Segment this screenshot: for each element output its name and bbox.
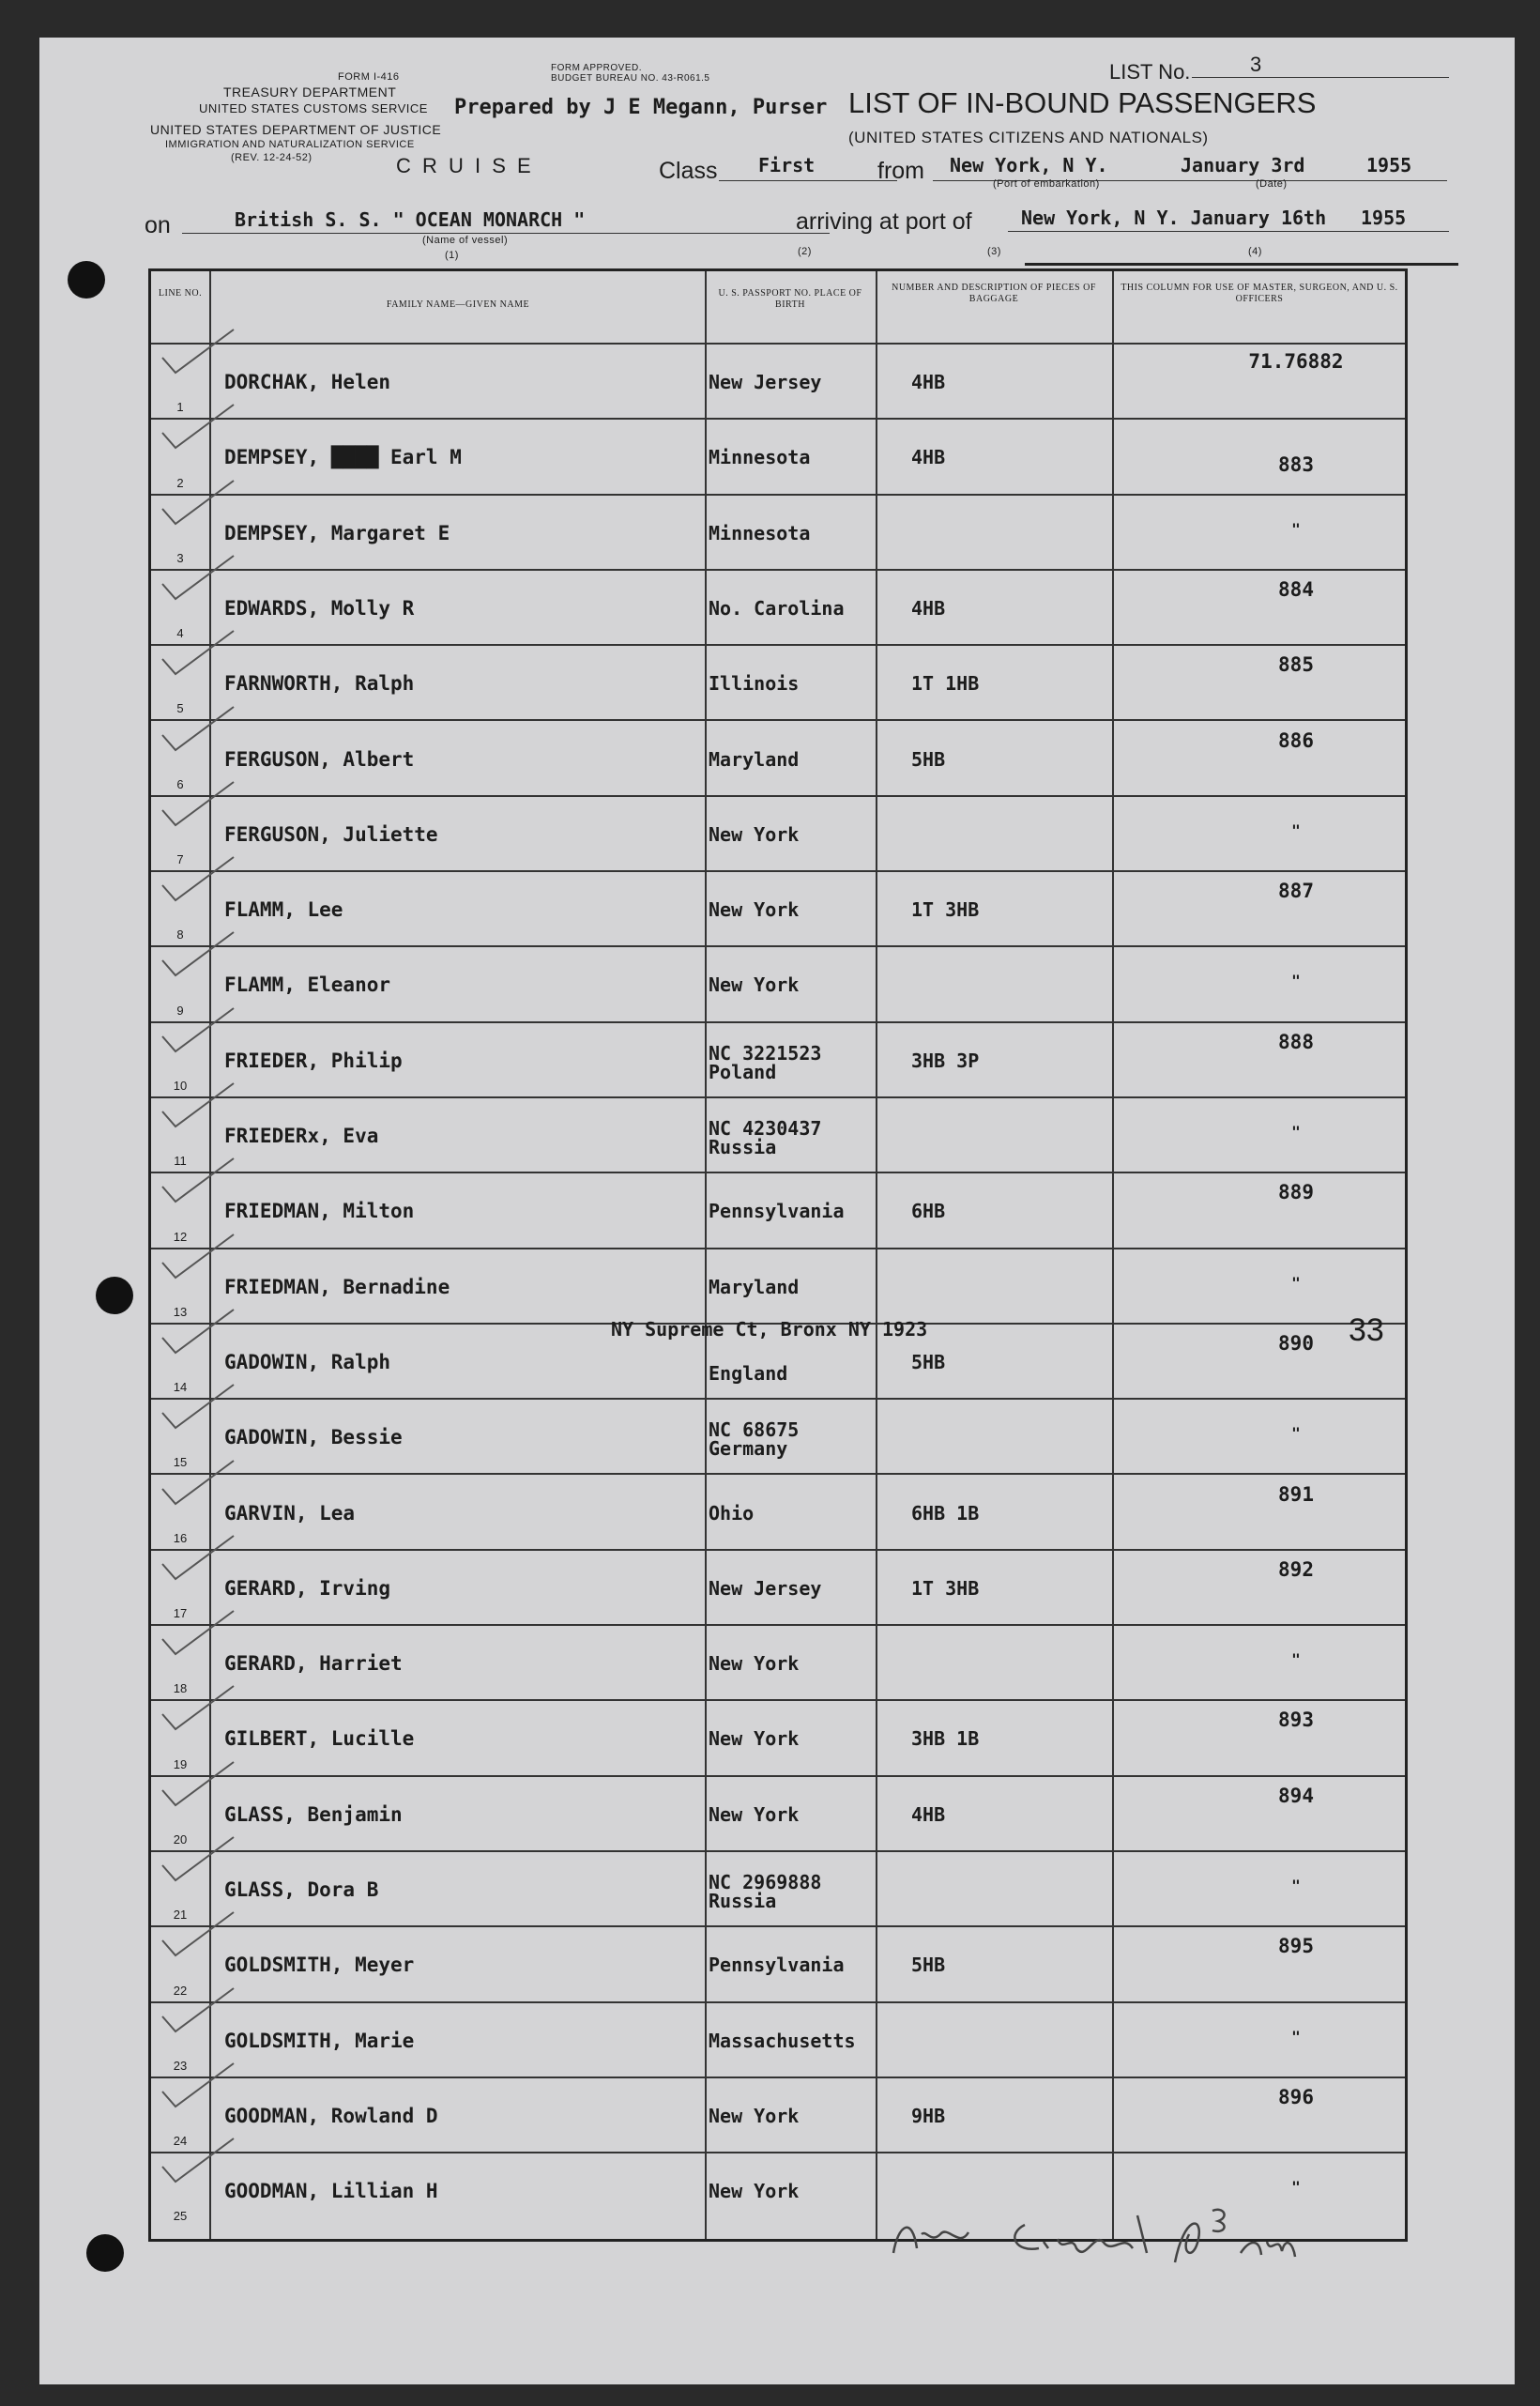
on-label: on	[145, 212, 171, 238]
customs-service: UNITED STATES CUSTOMS SERVICE	[199, 101, 428, 115]
officer-number: 884	[1278, 577, 1314, 601]
officer-number: "	[1291, 1650, 1301, 1669]
place-of-birth: New York	[709, 973, 800, 997]
baggage: 3HB 1B	[911, 1727, 980, 1751]
place-of-birth: Maryland	[709, 747, 800, 771]
arrival-year: 1955	[1361, 207, 1407, 229]
place-of-birth: Massachusetts	[709, 2029, 856, 2052]
officer-number: "	[1291, 1424, 1301, 1443]
vessel-name: British S. S. " OCEAN MONARCH "	[235, 208, 586, 231]
place-of-birth: Ohio	[709, 1501, 755, 1525]
list-number-label: LIST No.	[1109, 60, 1191, 84]
passenger-name: GARVIN, Lea	[224, 1501, 356, 1525]
margin-note: 33	[1349, 1312, 1384, 1348]
port-of-embarkation: New York, N Y.	[950, 154, 1108, 176]
place-of-birth: New York	[709, 1727, 800, 1751]
officer-number: "	[1291, 2027, 1301, 2046]
embarkation-year: 1955	[1366, 154, 1412, 176]
passenger-name: GERARD, Irving	[224, 1576, 391, 1600]
table-row	[151, 1172, 1405, 1249]
line-number: 19	[173, 1756, 188, 1771]
line-number: 1	[176, 400, 184, 415]
line-number: 9	[176, 1003, 184, 1018]
officer-number: "	[1291, 972, 1301, 990]
place-of-birth: Illinois	[709, 672, 800, 696]
caption-1: (1)	[445, 250, 459, 261]
port-caption: (Port of embarkation)	[993, 178, 1100, 190]
passenger-name: GILBERT, Lucille	[224, 1727, 415, 1751]
officer-number: 890	[1278, 1331, 1314, 1355]
officer-number: 893	[1278, 1709, 1314, 1732]
cruise-label: C R U I S E	[396, 154, 534, 177]
form-revision: (REV. 12-24-52)	[231, 152, 313, 163]
place-of-birth: New York	[709, 1802, 800, 1826]
passenger-name: GADOWIN, Ralph	[224, 1350, 391, 1373]
arriving-label: arriving at port of	[796, 208, 972, 235]
table-row	[151, 870, 1405, 947]
table-row	[151, 1248, 1405, 1325]
passenger-name: FLAMM, Eleanor	[224, 973, 391, 997]
line-number: 18	[173, 1681, 188, 1696]
immigration-service: IMMIGRATION AND NATURALIZATION SERVICE	[165, 139, 415, 150]
baggage: 1T 3HB	[911, 898, 980, 922]
document-title: LIST OF IN-BOUND PASSENGERS	[848, 86, 1317, 119]
officer-number: 895	[1278, 1935, 1314, 1958]
officer-number: 894	[1278, 1784, 1314, 1807]
passenger-name: GOLDSMITH, Marie	[224, 2029, 415, 2052]
line-number: 12	[173, 1229, 188, 1244]
header-passport: U. S. PASSPORT NO. PLACE OF BIRTH	[718, 288, 862, 310]
justice-department: UNITED STATES DEPARTMENT OF JUSTICE	[150, 122, 442, 137]
baggage: 6HB 1B	[911, 1501, 980, 1525]
header-name: FAMILY NAME—GIVEN NAME	[386, 299, 530, 310]
officer-number: "	[1291, 519, 1301, 538]
passenger-table	[148, 268, 1408, 2242]
header-baggage: NUMBER AND DESCRIPTION OF PIECES OF BAGGAGE	[892, 283, 1096, 304]
header-line-no: LINE NO.	[158, 288, 203, 299]
officer-number: "	[1291, 1877, 1301, 1894]
passenger-name: GLASS, Dora B	[224, 1878, 379, 1901]
punch-hole-top	[68, 261, 105, 299]
officer-number: "	[1291, 2178, 1301, 2197]
line-number: 2	[176, 475, 184, 490]
table-row	[151, 795, 1405, 872]
line-number: 6	[176, 776, 184, 791]
place-of-birth: Pennsylvania	[709, 1200, 845, 1223]
place-of-birth: New Jersey	[709, 1576, 822, 1600]
table-row	[151, 1925, 1405, 2002]
line-number: 17	[173, 1606, 188, 1621]
passenger-name: GOODMAN, Rowland D	[224, 2104, 438, 2127]
caption-4: (4)	[1248, 246, 1262, 257]
inspector-signature	[875, 2197, 1306, 2281]
passenger-name: FARNWORTH, Ralph	[224, 672, 415, 696]
caption-2: (2)	[798, 246, 812, 257]
line-number: 8	[176, 927, 184, 942]
passenger-name: GERARD, Harriet	[224, 1652, 403, 1676]
passenger-name: FRIEDMAN, Bernadine	[224, 1275, 450, 1298]
class-label: Class	[659, 158, 718, 184]
officer-number: "	[1291, 820, 1301, 839]
passport-number: NC 68675	[709, 1418, 800, 1442]
line-number: 24	[173, 2134, 188, 2149]
line-number: 15	[173, 1455, 188, 1470]
officer-number: "	[1291, 1273, 1301, 1292]
passenger-name: GADOWIN, Bessie	[224, 1426, 403, 1449]
place-of-birth: New York	[709, 2180, 800, 2203]
baggage: 4HB	[911, 446, 946, 469]
line-number: 5	[176, 701, 184, 716]
table-row	[151, 2077, 1405, 2153]
punch-hole-bottom	[86, 2234, 124, 2272]
table-row	[151, 1549, 1405, 1626]
line-number: 14	[173, 1380, 188, 1395]
vessel-caption: (Name of vessel)	[422, 235, 509, 246]
passport-number: NC 4230437	[709, 1117, 822, 1140]
line-number: 10	[173, 1078, 188, 1093]
passenger-name: FLAMM, Lee	[224, 898, 343, 922]
place-of-birth: New York	[709, 2104, 800, 2127]
passenger-name: EDWARDS, Molly R	[224, 596, 415, 620]
baggage: 5HB	[911, 747, 946, 771]
line-number: 13	[173, 1304, 188, 1319]
header-officers: THIS COLUMN FOR USE OF MASTER, SURGEON, AND U. S. OFFICERS	[1121, 283, 1398, 304]
place-of-birth: New York	[709, 1652, 800, 1676]
officer-number: 888	[1278, 1030, 1314, 1053]
officer-number: 886	[1278, 728, 1314, 752]
baggage: 6HB	[911, 1200, 946, 1223]
place-of-birth: New Jersey	[709, 371, 822, 393]
form-number: FORM I-416	[338, 71, 400, 83]
birth-country: Poland	[709, 1060, 777, 1083]
date-caption: (Date)	[1256, 178, 1288, 190]
officer-number: 889	[1278, 1181, 1314, 1204]
budget-bureau: BUDGET BUREAU NO. 43-R061.5	[551, 73, 710, 84]
baggage: 3HB 3P	[911, 1049, 980, 1072]
caption-3: (3)	[987, 246, 1001, 257]
table-row	[151, 644, 1405, 721]
table-row	[151, 1021, 1405, 1098]
from-label: from	[877, 158, 924, 184]
table-row	[151, 1624, 1405, 1701]
line-number: 23	[173, 2058, 188, 2073]
passport-number: NC 3221523	[709, 1041, 822, 1065]
passenger-name: FERGUSON, Albert	[224, 747, 415, 771]
line-number: 4	[176, 626, 184, 641]
embarkation-date: January 3rd	[1181, 154, 1305, 176]
place-of-birth: No. Carolina	[709, 596, 845, 620]
place-of-birth: Pennsylvania	[709, 1954, 845, 1977]
passenger-name: GLASS, Benjamin	[224, 1802, 403, 1826]
document-page	[39, 38, 1515, 2384]
line-number: 22	[173, 1983, 188, 1998]
passenger-name: FRIEDMAN, Milton	[224, 1200, 415, 1223]
officer-number: 892	[1278, 1557, 1314, 1581]
line-number: 20	[173, 1831, 188, 1847]
form-approval: FORM APPROVED.	[551, 63, 643, 73]
place-of-birth: Maryland	[709, 1275, 800, 1298]
baggage: 1T 1HB	[911, 672, 980, 696]
birth-country: Germany	[709, 1437, 788, 1461]
prepared-by: Prepared by J E Megann, Purser	[454, 96, 828, 119]
table-row	[151, 343, 1405, 420]
officer-number: "	[1291, 1123, 1301, 1141]
baggage: 4HB	[911, 371, 946, 393]
passenger-name: DEMPSEY, Margaret E	[224, 521, 450, 544]
table-row	[151, 1317, 1405, 1400]
baggage: 5HB	[911, 1350, 946, 1373]
table-row	[151, 569, 1405, 646]
birth-country: Russia	[709, 1890, 777, 1912]
officer-number: 887	[1278, 880, 1314, 903]
treasury-department: TREASURY DEPARTMENT	[223, 84, 397, 100]
officer-number: 885	[1278, 653, 1314, 677]
document-subtitle: (UNITED STATES CITIZENS AND NATIONALS)	[848, 129, 1209, 146]
table-row	[151, 2001, 1405, 2078]
passenger-name: DORCHAK, Helen	[224, 371, 391, 393]
officer-number: 896	[1278, 2085, 1314, 2108]
line-number: 7	[176, 852, 184, 867]
place-of-birth: Minnesota	[709, 446, 811, 469]
table-row	[151, 1699, 1405, 1776]
list-number: 3	[1250, 53, 1262, 76]
baggage: 4HB	[911, 1802, 946, 1826]
table-row	[151, 720, 1405, 797]
line-number: 21	[173, 1908, 188, 1923]
passenger-name: GOLDSMITH, Meyer	[224, 1954, 415, 1977]
birth-country: England	[709, 1361, 788, 1385]
line-number: 3	[176, 550, 184, 565]
table-row	[151, 945, 1405, 1022]
table-row	[151, 1775, 1405, 1852]
passenger-name: FRIEDERx, Eva	[224, 1125, 379, 1147]
table-row	[151, 1474, 1405, 1551]
arrival-port-date: New York, N Y. January 16th	[1021, 207, 1327, 229]
baggage: 4HB	[911, 596, 946, 620]
place-of-birth: Minnesota	[709, 521, 811, 544]
officer-number: 891	[1278, 1482, 1314, 1506]
table-row	[151, 418, 1405, 495]
table-row	[151, 1850, 1405, 1927]
passenger-name: DEMPSEY, ████ Earl M	[224, 446, 462, 469]
line-number: 16	[173, 1530, 188, 1545]
line-number: 25	[173, 2209, 188, 2224]
place-of-birth: New York	[709, 822, 800, 846]
line-number: 11	[174, 1154, 187, 1169]
officer-number: 71.76882	[1248, 350, 1344, 373]
passenger-name: FRIEDER, Philip	[224, 1049, 403, 1072]
passenger-name: GOODMAN, Lillian H	[224, 2180, 438, 2203]
officer-number: 883	[1278, 453, 1314, 477]
baggage: 5HB	[911, 1954, 946, 1977]
passport-number: NC 2969888	[709, 1871, 822, 1893]
class-value: First	[758, 154, 816, 176]
baggage: 9HB	[911, 2104, 946, 2127]
punch-hole-middle	[96, 1277, 133, 1314]
place-of-birth: New York	[709, 898, 800, 922]
table-row	[151, 1096, 1405, 1173]
table-row	[151, 494, 1405, 571]
baggage: 1T 3HB	[911, 1576, 980, 1600]
naturalization-note: NY Supreme Ct, Bronx NY 1923	[611, 1317, 928, 1341]
birth-country: Russia	[709, 1136, 777, 1158]
table-row	[151, 1398, 1405, 1475]
passenger-name: FERGUSON, Juliette	[224, 822, 438, 846]
